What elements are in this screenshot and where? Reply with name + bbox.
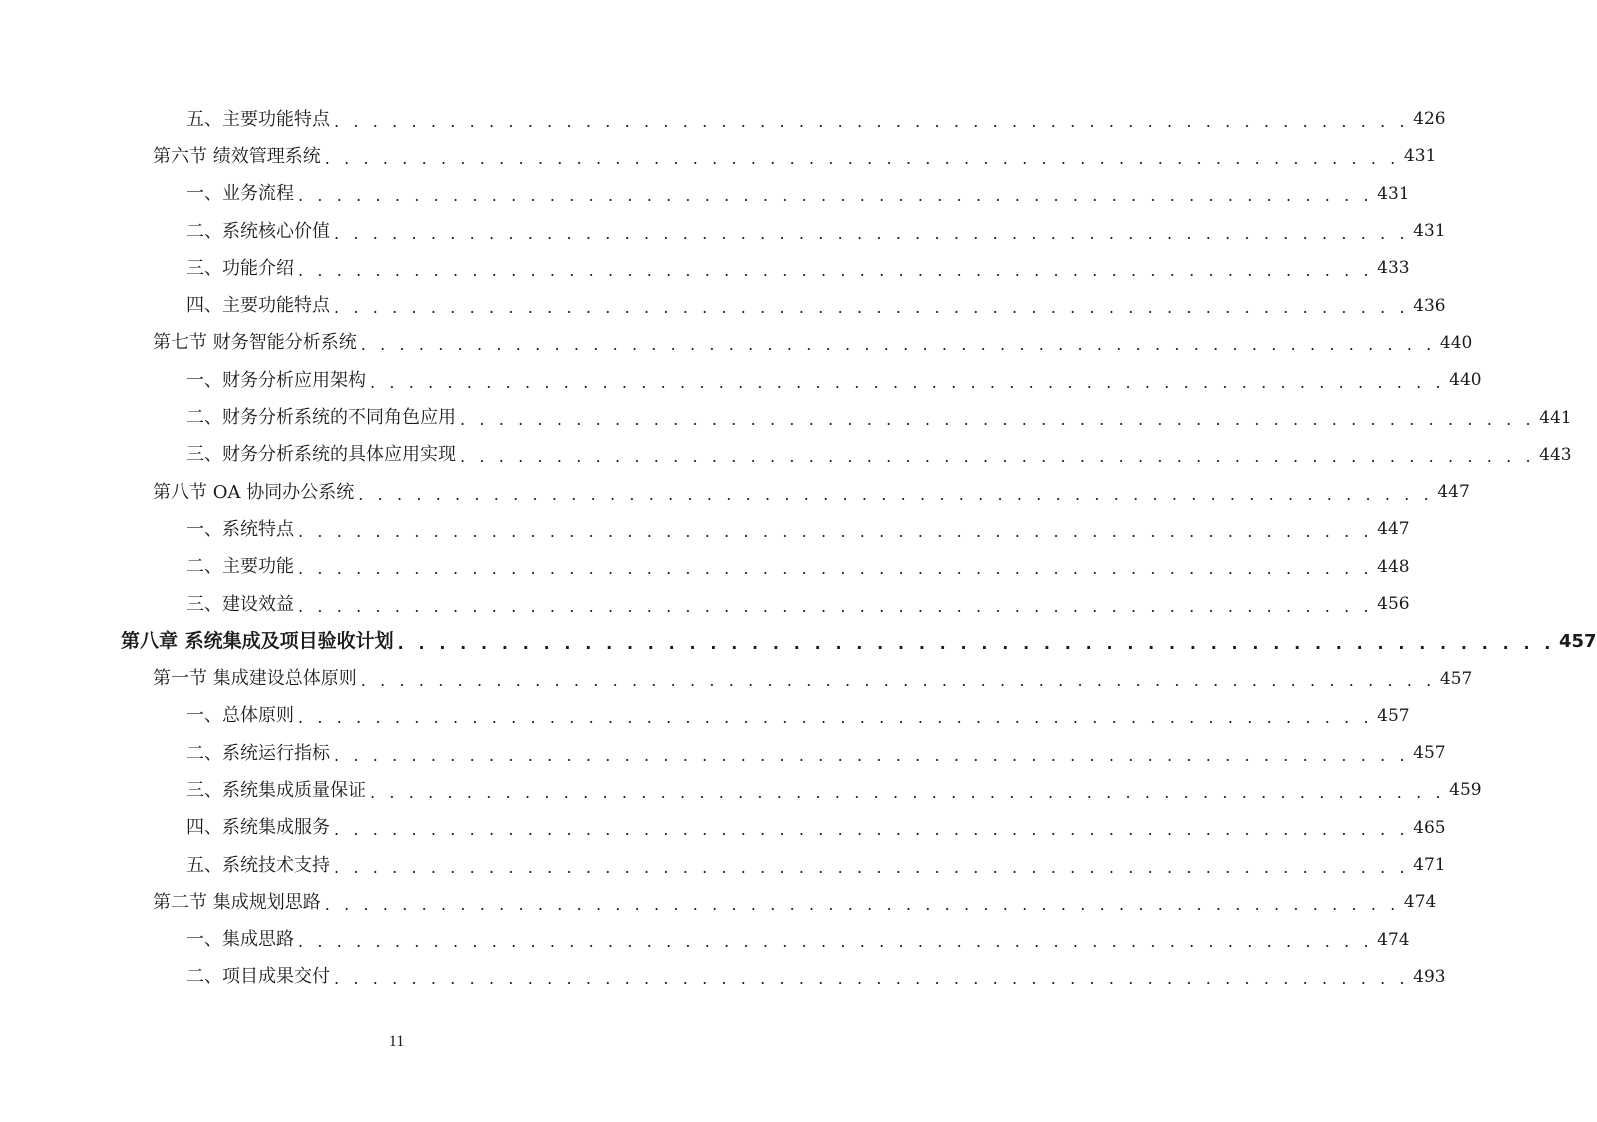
toc-entry[interactable] <box>0 138 1437 175</box>
toc-entry-page: 465 <box>1413 817 1446 838</box>
toc-dot-leader: . . . . . . . . . . . . . . . . . . . . . . . . . . . . . . . . . . . . . . . . . . . . . . . . . . . . . . . . <box>298 186 1374 206</box>
toc-entry[interactable] <box>0 772 1482 809</box>
toc-entry-page: 447 <box>1377 519 1410 540</box>
toc-entry-page: 474 <box>1403 892 1437 913</box>
toc-dot-leader: . . . . . . . . . . . . . . . . . . . . . . . . . . . . . . . . . . . . . . . . . . . . . . . . . . . . . . . . <box>334 111 1410 131</box>
toc-entry-title: 二、财务分析系统的不同角色应用 <box>186 409 460 427</box>
toc-entry-title: 四、主要功能特点 <box>186 297 334 315</box>
toc-dot-leader: . . . . . . . . . . . . . . . . . . . . . . . . . . . . . . . . . . . . . . . . . . . . . . . . . . . . . . . . <box>324 148 1400 168</box>
toc-entry-page: 474 <box>1377 929 1410 950</box>
toc-entry[interactable] <box>0 959 1446 996</box>
toc-entry-page: 441 <box>1539 407 1572 428</box>
toc-entry-page: 493 <box>1413 966 1446 987</box>
toc-entry-title: 一、业务流程 <box>186 185 298 203</box>
toc-entry[interactable] <box>0 847 1446 884</box>
toc-entry-page: 457 <box>1558 630 1597 652</box>
toc-entry-title: 第六节 绩效管理系统 <box>153 148 325 166</box>
toc-dot-leader: . . . . . . . . . . . . . . . . . . . . . . . . . . . . . . . . . . . . . . . . . . . . . . . . . . . . . . . . <box>370 372 1446 392</box>
toc-dot-leader: . . . . . . . . . . . . . . . . . . . . . . . . . . . . . . . . . . . . . . . . . . . . . . . . . . . . . . . . <box>360 671 1436 691</box>
toc-entry-page: 456 <box>1377 594 1410 614</box>
toc-dot-leader: . . . . . . . . . . . . . . . . . . . . . . . . . . . . . . . . . . . . . . . . . . . . . . . . . . . . . . . . <box>298 559 1374 579</box>
toc-entry-page: 459 <box>1449 780 1482 801</box>
toc-entry-page: 457 <box>1439 668 1473 689</box>
toc-entry[interactable] <box>0 101 1446 138</box>
toc-entry[interactable] <box>0 586 1410 623</box>
toc-entry-title: 三、建设效益 <box>186 596 298 614</box>
toc-dot-leader: . . . . . . . . . . . . . . . . . . . . . . . . . . . . . . . . . . . . . . . . . . . . . . . . . . . . . . . . <box>298 260 1374 280</box>
toc-entry-page: 448 <box>1377 556 1410 577</box>
toc-entry-title: 一、总体原则 <box>186 707 298 725</box>
toc-dot-leader: . . . . . . . . . . . . . . . . . . . . . . . . . . . . . . . . . . . . . . . . . . . . . . . . . . . . . . . . <box>298 932 1374 952</box>
toc-dot-leader: . . . . . . . . . . . . . . . . . . . . . . . . . . . . . . . . . . . . . . . . . . . . . . . . . . . . . . . . <box>298 708 1374 728</box>
toc-entry[interactable] <box>0 549 1410 586</box>
toc-entry-title: 三、系统集成质量保证 <box>186 782 370 800</box>
toc-entry-page: 447 <box>1437 482 1470 503</box>
toc-entry[interactable] <box>0 176 1410 213</box>
toc-entry-title: 第一节 集成建设总体原则 <box>153 670 361 688</box>
toc-entry-title: 第八章 系统集成及项目验收计划 <box>121 632 398 651</box>
toc-entry-title: 一、系统特点 <box>186 521 298 539</box>
toc-entry-title: 第八节 OA 协同办公系统 <box>153 484 358 502</box>
toc-entry[interactable] <box>0 362 1482 399</box>
toc-entry-page: 440 <box>1439 332 1473 353</box>
toc-entry-title: 五、主要功能特点 <box>186 111 334 129</box>
toc-dot-leader: . . . . . . . . . . . . . . . . . . . . . . . . . . . . . . . . . . . . . . . . . . . . . . . . . . . . . . . . <box>334 820 1410 840</box>
toc-dot-leader: . . . . . . . . . . . . . . . . . . . . . . . . . . . . . . . . . . . . . . . . . . . . . . . . . . . . . . . . <box>334 969 1410 989</box>
toc-entry[interactable] <box>0 810 1446 847</box>
toc-entry-title: 三、财务分析系统的具体应用实现 <box>186 446 460 464</box>
toc-entry-title: 四、系统集成服务 <box>186 819 334 837</box>
toc-entry-page: 426 <box>1413 109 1446 130</box>
toc-entry-page: 431 <box>1413 221 1446 242</box>
table-of-contents <box>0 101 1597 996</box>
toc-entry[interactable] <box>0 922 1410 959</box>
toc-entry-title: 三、功能介绍 <box>186 260 298 278</box>
toc-entry-page: 457 <box>1377 705 1410 726</box>
toc-entry-title: 二、系统运行指标 <box>186 745 334 763</box>
toc-dot-leader: . . . . . . . . . . . . . . . . . . . . . . . . . . . . . . . . . . . . . . . . . . . . . . . . . . . . . . . . <box>334 857 1410 877</box>
toc-dot-leader: . . . . . . . . . . . . . . . . . . . . . . . . . . . . . . . . . . . . . . . . . . . . . . . . . . . . . . . . <box>370 782 1446 802</box>
toc-entry-page: 436 <box>1413 295 1446 316</box>
toc-dot-leader: . . . . . . . . . . . . . . . . . . . . . . . . . . . . . . . . . . . . . . . . . . . . . . . . . . . . . . . . <box>334 223 1410 243</box>
toc-entry-title: 第七节 财务智能分析系统 <box>153 334 361 352</box>
toc-entry-page: 440 <box>1449 370 1482 391</box>
toc-dot-leader: . . . . . . . . . . . . . . . . . . . . . . . . . . . . . . . . . . . . . . . . . . . . . . . . . . . . . . . . <box>358 484 1434 504</box>
toc-entry[interactable] <box>0 474 1470 511</box>
toc-entry-page: 443 <box>1539 444 1572 465</box>
toc-entry-page: 457 <box>1413 743 1446 764</box>
toc-entry-title: 一、财务分析应用架构 <box>186 372 370 390</box>
toc-dot-leader: . . . . . . . . . . . . . . . . . . . . . . . . . . . . . . . . . . . . . . . . . . . . . . . . . . . . . . . . <box>324 894 1400 914</box>
toc-entry-title: 五、系统技术支持 <box>186 857 334 875</box>
toc-dot-leader: . . . . . . . . . . . . . . . . . . . . . . . . . . . . . . . . . . . . . . . . . . . . . . . . . . . . . . . . <box>334 298 1410 318</box>
toc-entry[interactable] <box>0 287 1446 324</box>
toc-entry-page: 431 <box>1377 183 1410 204</box>
toc-entry[interactable] <box>0 250 1410 287</box>
toc-dot-leader: . . . . . . . . . . . . . . . . . . . . . . . . . . . . . . . . . . . . . . . . . . . . . . . . . . . . . . . . <box>334 745 1410 765</box>
page-number: 11 <box>388 1033 405 1050</box>
toc-entry[interactable] <box>0 511 1410 548</box>
toc-entry[interactable] <box>0 213 1446 250</box>
toc-dot-leader: . . . . . . . . . . . . . . . . . . . . . . . . . . . . . . . . . . . . . . . . . . . . . . . . . . . . . . . . <box>298 596 1374 616</box>
toc-entry-page: 471 <box>1413 855 1446 876</box>
toc-dot-leader: . . . . . . . . . . . . . . . . . . . . . . . . . . . . . . . . . . . . . . . . . . . . . . . . . . . . . . . . <box>460 410 1536 430</box>
toc-entry-title: 一、集成思路 <box>186 931 298 949</box>
toc-entry[interactable] <box>0 660 1473 697</box>
toc-entry-title: 二、项目成果交付 <box>186 968 334 986</box>
toc-chapter-entry[interactable] <box>0 623 1597 660</box>
toc-entry[interactable] <box>0 437 1572 474</box>
toc-entry-page: 431 <box>1403 146 1437 167</box>
toc-entry-title: 第二节 集成规划思路 <box>153 894 325 912</box>
toc-entry-title: 二、主要功能 <box>186 558 298 576</box>
toc-entry[interactable] <box>0 735 1446 772</box>
toc-dot-leader: . . . . . . . . . . . . . . . . . . . . . . . . . . . . . . . . . . . . . . . . . . . . . . . . . . . . . . . . <box>460 447 1536 467</box>
toc-entry-page: 433 <box>1377 258 1410 279</box>
toc-entry[interactable] <box>0 884 1437 921</box>
toc-dot-leader: . . . . . . . . . . . . . . . . . . . . . . . . . . . . . . . . . . . . . . . . . . . . . . . . . . . . . . . . <box>298 521 1374 541</box>
toc-entry[interactable] <box>0 698 1410 735</box>
toc-dot-leader: . . . . . . . . . . . . . . . . . . . . . . . . . . . . . . . . . . . . . . . . . . . . . . . . . . . . . . . . <box>397 633 1555 653</box>
toc-entry[interactable] <box>0 325 1473 362</box>
toc-entry-title: 二、系统核心价值 <box>186 223 334 241</box>
toc-entry[interactable] <box>0 399 1572 436</box>
toc-dot-leader: . . . . . . . . . . . . . . . . . . . . . . . . . . . . . . . . . . . . . . . . . . . . . . . . . . . . . . . . <box>360 335 1436 355</box>
